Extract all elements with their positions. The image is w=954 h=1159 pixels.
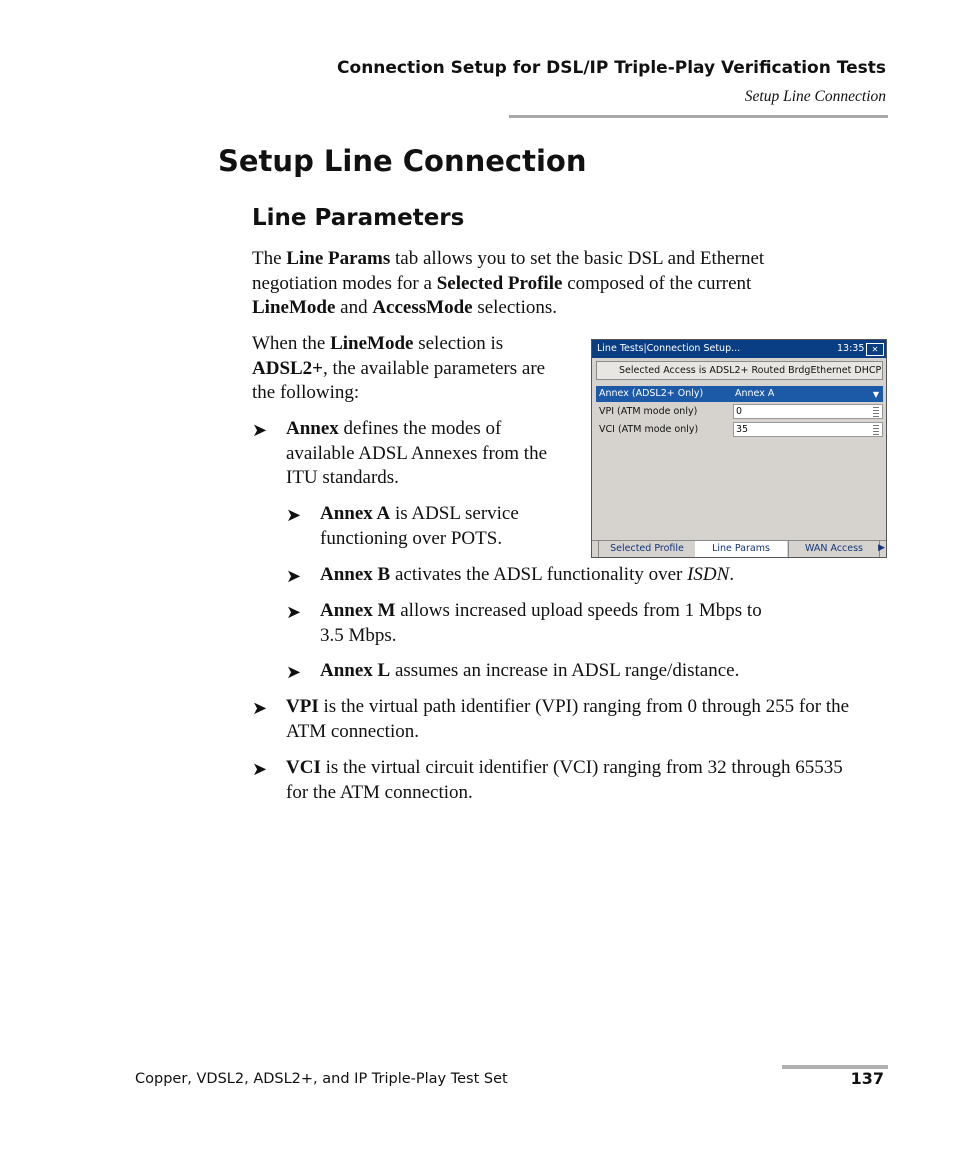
vpi-input[interactable]: 0 [733,404,883,419]
screenshot-titlebar [592,340,886,358]
close-icon[interactable]: ✕ [866,343,884,356]
running-header-subtitle: Setup Line Connection [744,88,886,105]
bullet-arrow-icon: ➤ [286,566,302,586]
bullet-annex: Annex defines the modes of available ADSL Annexes from the ITU standards. [286,418,548,488]
subsection-heading: Line Parameters [252,205,465,231]
bullet-annex-a: Annex A is ADSL service functioning over POTS. [320,503,519,549]
bullet-annex-m: Annex M allows increased upload speeds from 1 Mbps to 3.5 Mbps. [320,600,762,646]
tab-scroll-right-icon[interactable]: ▶ [878,543,885,553]
selected-access-text: Selected Access is ADSL2+ Routed BrdgEthernet DHCP [619,365,882,376]
annex-label: Annex (ADSL2+ Only) [599,388,704,399]
screenshot-clock: 13:35 [837,343,865,354]
vci-label: VCI (ATM mode only) [599,424,699,435]
screenshot-tabbar [592,540,886,558]
bullet-arrow-icon: ➤ [286,602,302,622]
annex-row[interactable] [596,386,883,402]
linemode-paragraph: When the LineMode selection is ADSL2+, the available parameters are the following: [252,333,546,403]
bullet-arrow-icon: ➤ [286,505,302,525]
bullet-arrow-icon: ➤ [252,698,268,718]
section-heading: Setup Line Connection [218,144,587,178]
bullet-arrow-icon: ➤ [286,662,302,682]
bullet-annex-b: Annex B activates the ADSL functionality over ISDN. [320,564,735,585]
running-header-title: Connection Setup for DSL/IP Triple-Play Verification Tests [337,58,886,78]
keypad-grip-icon [873,407,879,417]
tab-wan-access[interactable]: WAN Access [788,541,880,558]
tab-selected-profile[interactable]: Selected Profile [598,541,696,558]
screenshot-title: Line Tests|Connection Setup... [597,343,741,354]
footer-product-name: Copper, VDSL2, ADSL2+, and IP Triple-Play Test Set [135,1071,508,1087]
selected-access-bar [596,361,883,380]
vci-input[interactable]: 35 [733,422,883,437]
keypad-grip-icon [873,425,879,435]
vpi-label: VPI (ATM mode only) [599,406,698,417]
line-params-grid [596,386,883,538]
tab-line-params[interactable]: Line Params [695,541,787,557]
vci-row[interactable] [596,422,883,438]
bullet-vci: VCI is the virtual circuit identifier (VCI) ranging from 32 through 65535 for the ATM connection. [286,757,843,803]
bullet-vpi: VPI is the virtual path identifier (VPI) ranging from 0 through 255 for the ATM connection. [286,696,850,742]
page-number: 137 [850,1069,884,1088]
bullet-annex-l: Annex L assumes an increase in ADSL range/distance. [320,660,740,681]
vpi-row[interactable] [596,404,883,420]
bullet-arrow-icon: ➤ [252,759,268,779]
dropdown-arrow-icon: ▼ [872,390,879,399]
annex-dropdown[interactable]: Annex A ▼ [733,386,883,401]
intro-paragraph: The Line Params tab allows you to set the basic DSL and Ethernet negotiation modes for a Selected Profile composed of the current LineMode and AccessMode selections. [252,248,765,318]
header-rule [509,115,888,118]
device-screenshot [591,339,887,558]
bullet-arrow-icon: ➤ [252,420,268,440]
